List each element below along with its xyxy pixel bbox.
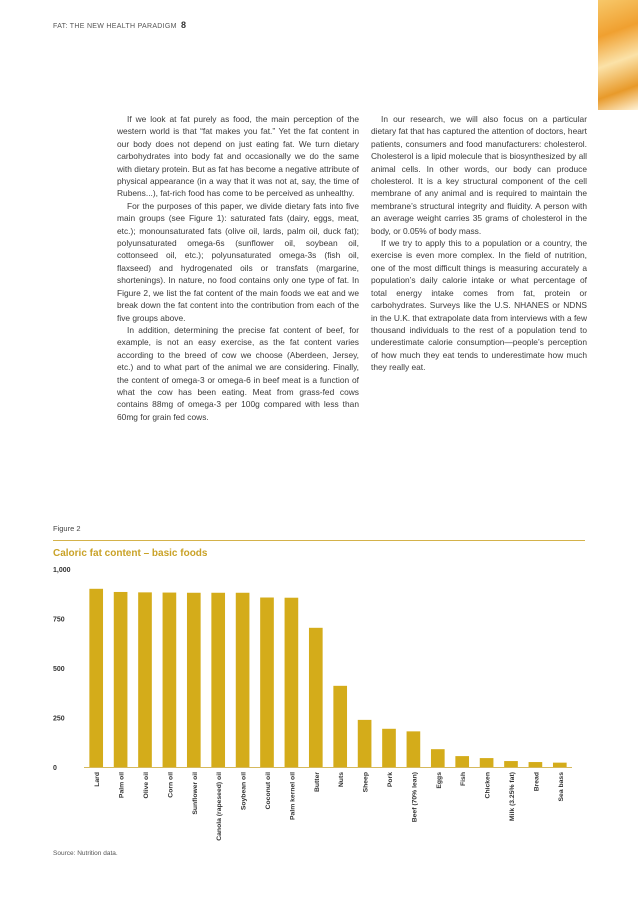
bar (455, 756, 469, 767)
x-tick-label: Palm oil (118, 772, 126, 799)
x-tick-label: Canola (rapeseed) oil (216, 772, 224, 841)
x-tick-label: Sunflower oil (191, 772, 199, 815)
bar (333, 686, 347, 767)
y-tick-label: 750 (53, 616, 65, 624)
bar (529, 762, 543, 767)
chart-title: Caloric fat content – basic foods (53, 548, 208, 559)
page-number: 8 (181, 20, 187, 30)
x-tick-label: Sheep (362, 772, 370, 793)
x-tick-label: Eggs (435, 772, 443, 789)
paragraph: If we try to apply this to a population or a country, the exercise is even more complex. In the field of nutrition, one of the most difficult things is measuring accurately a population’s daily calorie intake or what percentage of total energy intake comes from fat, protein or carbohydrates. Surveys like the U.S. NHANES or NDNS in the U.K. that extrapolate data from interviews with a few thousand individuals to the rest of a population tend to underestimate calorie consumption—people’s perception of how much they eat tends to underestimate how much they really eat. (371, 238, 587, 373)
bar (553, 763, 567, 767)
paragraph: In addition, determining the precise fat content of beef, for example, is not an easy exercise, as the fat content varies according to the breed of cow we choose (Aberdeen, Jersey, etc.) and to what part of the animal we are considering. Finally, the content of omega-3 or omega-6 in beef meat is a function of what the cow has been eating. Meat from grass-fed cows contains 88mg of omega-3 per 100g compared with less than 60mg for grain fed cows. (117, 324, 359, 422)
bar (407, 731, 421, 767)
bar (358, 720, 372, 767)
bar (260, 598, 274, 767)
bar (382, 729, 396, 767)
x-tick-label: Olive oil (143, 772, 150, 799)
x-tick-label: Lard (94, 772, 102, 787)
x-tick-label: Coconut oil (265, 772, 272, 810)
bar (187, 593, 201, 767)
paragraph: In our research, we will also focus on a particular dietary fat that has captured the attention of doctors, heart patients, consumers and food manufacturers: cholesterol. Cholesterol is a lipid molecule that is biosynthesized by all animal cells. In other words, our body can produce cholesterol. It is a key structural component of the cell membrane of any animal and is required to maintain the membrane’s structural integrity and fluidity. A person with an average weight carries 35 grams of cholesterol in the body, or 0.05% of body mass. (371, 114, 587, 236)
bar (138, 592, 152, 767)
paragraph: If we look at fat purely as food, the main perception of the western world is that “fat makes you fat.” Yet the fat content in our body does not depend on just eating fat. We turn dietary carbohydrates into body fat and occasionally we do the same with dietary protein. But as fat has become a negative attribute of physical appearance (in a way that it was not at, say, the time of Rubens...), fat-rich food has come to be perceived as unhealthy. (117, 114, 359, 199)
figure-source: Source: Nutrition data. (53, 850, 118, 857)
bar (309, 628, 323, 767)
bar (89, 589, 103, 767)
paragraph: For the purposes of this paper, we divide dietary fats into five main groups (see Figure 1): saturated fats (dairy, eggs, meat, etc.); monounsaturated fats (olive oil, lards, palm oil, duck fat); polyunsaturated omega-6s (sunflower oil, soybean oil, cottonseed oil, etc.); polyunsaturated omega-3s (fish oil, flaxseed) and hydrogenated oils or transfats (margarine, shortenings). In nature, no food contains only one type of fat. In Figure 2, we list the fat content of the main foods we eat and we break down the fat content into the contribution from each of the five groups above. (117, 200, 359, 323)
bar (211, 593, 225, 767)
bar (236, 593, 250, 767)
x-tick-label: Corn oil (167, 772, 175, 798)
y-tick-label: 250 (53, 715, 65, 723)
x-tick-label: Pork (387, 772, 394, 788)
bar (285, 598, 299, 767)
x-tick-label: Nuts (338, 772, 346, 788)
y-tick-label: 1,000 (53, 567, 71, 574)
x-tick-label: Fish (460, 772, 468, 786)
x-tick-label: Sea bass (557, 772, 565, 802)
x-tick-label: Palm kernel oil (289, 772, 297, 820)
bar (163, 593, 177, 767)
header-title: FAT: THE NEW HEALTH PARADIGM (53, 23, 177, 30)
bar (431, 749, 445, 767)
y-tick-label: 0 (53, 765, 57, 772)
x-tick-label: Butter (313, 772, 321, 793)
x-tick-label: Milk (3.25% fat) (509, 772, 516, 822)
bar (480, 758, 494, 767)
x-tick-label: Soybean oil (240, 772, 248, 811)
x-tick-label: Chicken (484, 772, 492, 799)
figure-label: Figure 2 (53, 524, 81, 533)
y-tick-label: 500 (53, 666, 65, 673)
x-tick-label: Bread (533, 772, 541, 792)
bar (504, 761, 518, 767)
bar (114, 592, 128, 767)
x-tick-label: Beef (70% lean) (411, 772, 419, 823)
